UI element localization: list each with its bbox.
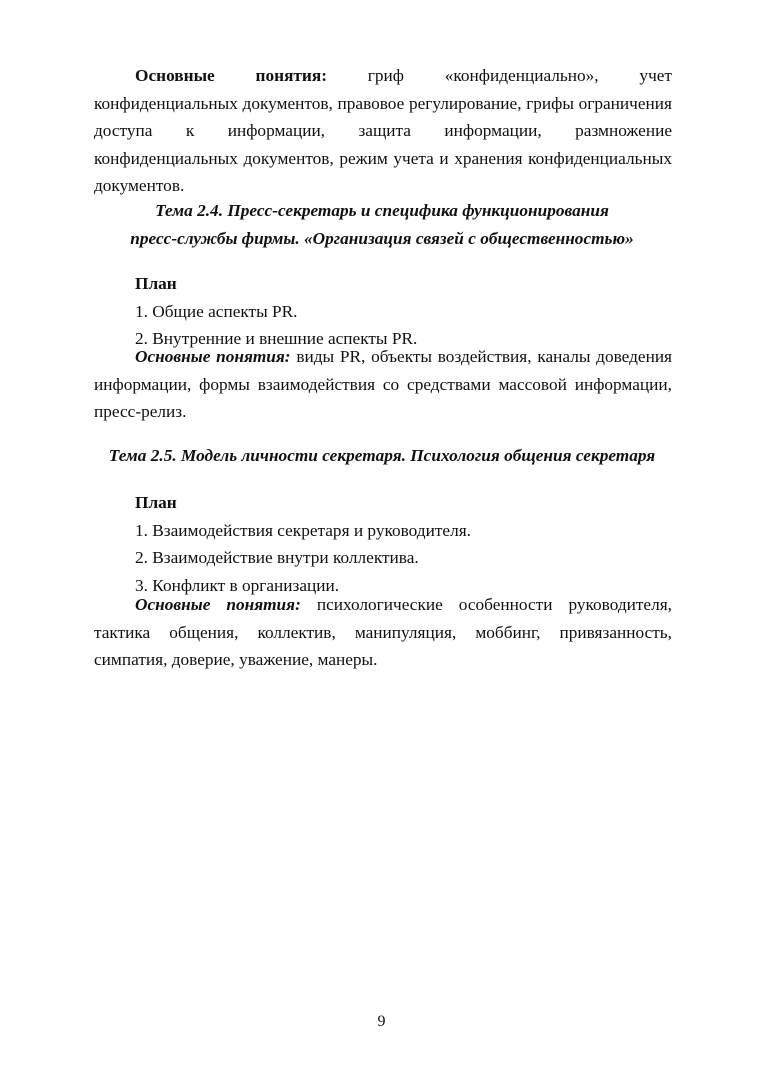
topic24-title-line2: пресс-службы фирмы. «Организация связей с общественностью» [130,228,634,248]
topic24-title [80,197,684,252]
page-number: 9 [377,1013,386,1030]
topic25-plan-item: 2. Взаимодействие внутри коллектива. [135,548,419,567]
topic25-plan-item: 3. Конфликт в организации. [135,575,340,595]
topic25-plan-heading: План [135,493,177,512]
topic25-concepts-label: Основные понятия: [135,595,301,614]
section1-concepts-paragraph [94,62,672,200]
topic24-concepts-paragraph [94,343,672,426]
topic25-plan [94,489,672,599]
section1-concepts-text: гриф «конфиденциально», учет конфиденциальных документов, правовое регулирование, грифы ограничения доступа к информации, защита информации, размножение конфиденциальных документов, режим учета и хранения конфиденциальных документов. [94,66,672,195]
topic24-concepts-text: виды PR, объекты воздействия, каналы доведения информации, формы взаимодействия со средствами массовой информации, пресс-релиз. [94,347,673,421]
topic25-concepts-paragraph [94,591,672,674]
topic24-plan-heading: План [135,274,177,293]
topic25-plan-item: 1. Взаимодействия секретаря и руководителя. [135,520,471,540]
topic24-concepts-label: Основные понятия: [135,347,291,366]
topic24-plan [94,270,672,353]
topic24-plan-item: 2. Внутренние и внешние аспекты PR. [135,329,418,348]
section1-concepts-label: Основные понятия: [135,66,327,85]
topic25-title: Тема 2.5. Модель личности секретаря. Психология общения секретаря [108,446,656,465]
topic24-title-line1: Тема 2.4. Пресс-секретарь и специфика функционирования [155,201,609,220]
topic24-plan-item: 1. Общие аспекты PR. [135,301,298,321]
topic25-concepts-text: психологические особенности руководителя, тактика общения, коллектив, манипуляция, моббинг, привязанность, симпатия, доверие, уважение, манеры. [94,595,672,669]
